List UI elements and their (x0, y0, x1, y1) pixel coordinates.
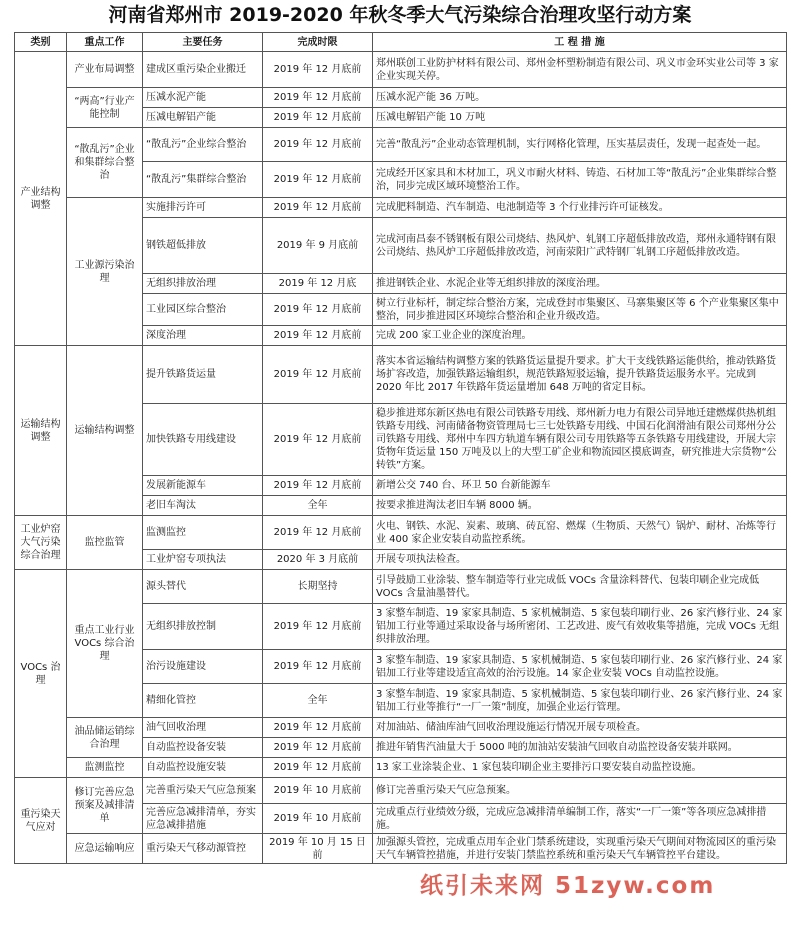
table-row (15, 718, 787, 738)
deadline-cell: 2019 年 12 月底前 (263, 198, 373, 218)
deadline-cell: 2019 年 12 月底前 (263, 404, 373, 476)
key-work-cell: 油品储运销综合治理 (67, 718, 143, 758)
table-row (15, 834, 787, 864)
table-row (15, 52, 787, 88)
table-row (15, 198, 787, 218)
measure-cell: 3 家整车制造、19 家家具制造、5 家机械制造、5 家包装印刷行业、26 家汽修行业、24 家铝加工行业等推行“一厂一策”制度，加强企业运行管理。 (373, 684, 787, 718)
header-row (15, 33, 787, 52)
measure-cell: 稳步推进郑东新区热电有限公司铁路专用线、郑州新力电力有限公司异地迁建燃煤供热机组铁路专用线、河南储备物资管理局七三七处铁路专用线、中国石化润滑油有限公司郑州分公司铁路专用线、郑州中车四方轨道车辆有限公司专用铁路等五条铁路专用线建设，开展大宗货物年货运量 150 万吨及以上的大型工矿企业和物流园区摸底调查，研究推进大宗货物“公转铁”方案。 (373, 404, 787, 476)
measure-cell: 新增公交 740 台、环卫 50 台新能源车 (373, 476, 787, 496)
measure-cell: 修订完善重污染天气应急预案。 (373, 778, 787, 804)
deadline-cell: 2019 年 9 月底前 (263, 218, 373, 274)
category-cell: 运输结构调整 (15, 346, 67, 516)
key-work-cell: 重点工业行业 VOCs 综合治理 (67, 570, 143, 718)
key-work-cell: 修订完善应急预案及减排清单 (67, 778, 143, 834)
measure-cell: 3 家整车制造、19 家家具制造、5 家机械制造、5 家包装印刷行业、26 家汽修行业、24 家铝加工行业等通过采取设备与场所密闭、工艺改进、废气有效收集等措施，完成 VOCs 无组织排放治理。 (373, 604, 787, 650)
table-row (15, 516, 787, 550)
measure-cell: 火电、钢铁、水泥、炭素、玻璃、砖瓦窑、燃煤（生物质、天然气）锅炉、耐材、冶炼等行业 400 家企业安装自动监控系统。 (373, 516, 787, 550)
measure-cell: 引导鼓励工业涂装、整车制造等行业完成低 VOCs 含量涂料替代、包装印刷企业完成低 VOCs 含量油墨替代。 (373, 570, 787, 604)
task-cell: 精细化管控 (143, 684, 263, 718)
category-cell: 重污染天气应对 (15, 778, 67, 864)
measure-cell: 对加油站、储油库油气回收治理设施运行情况开展专项检查。 (373, 718, 787, 738)
measure-cell: 加强源头管控，完成重点用车企业门禁系统建设，实现重污染天气期间对物流园区的重污染天气车辆管控措施，并进行安装门禁监控系统和重污染天气车辆管控平台建设。 (373, 834, 787, 864)
category-cell: VOCs 治理 (15, 570, 67, 778)
measure-cell: 郑州联创工业防护材料有限公司、郑州金杯塑粉制造有限公司、巩义市金环实业公司等 3 家企业实现关停。 (373, 52, 787, 88)
measure-cell: 树立行业标杆，制定综合整治方案，完成登封市集聚区、马寨集聚区等 6 个产业集聚区集中整治，同步推进园区环境综合整治和企业升级改造。 (373, 294, 787, 326)
measure-cell: 推进钢铁企业、水泥企业等无组织排放的深度治理。 (373, 274, 787, 294)
task-cell: 发展新能源车 (143, 476, 263, 496)
table-row (15, 778, 787, 804)
task-cell: 监测监控 (143, 516, 263, 550)
task-cell: 自动监控设备安装 (143, 738, 263, 758)
deadline-cell: 2019 年 12 月底前 (263, 52, 373, 88)
header-key-work: 重点工作 (67, 33, 143, 52)
deadline-cell: 2019 年 12 月底前 (263, 346, 373, 404)
measure-cell: 压减水泥产能 36 万吨。 (373, 88, 787, 108)
key-work-cell: 运输结构调整 (67, 346, 143, 516)
key-work-cell: “两高”行业产能控制 (67, 88, 143, 128)
task-cell: 无组织排放治理 (143, 274, 263, 294)
task-cell: 完善应急减排清单，夯实应急减排措施 (143, 804, 263, 834)
deadline-cell: 2019 年 12 月底前 (263, 516, 373, 550)
deadline-cell: 2019 年 12 月底前 (263, 128, 373, 162)
deadline-cell: 2019 年 10 月底前 (263, 778, 373, 804)
measure-cell: 压减电解铝产能 10 万吨 (373, 108, 787, 128)
measure-cell: 落实本省运输结构调整方案的铁路货运量提升要求。扩大干支线铁路运能供给，推动铁路货场扩容改造，加强铁路运输组织，规范铁路短驳运输，提升铁路货运服务水平。完成到 2020 年比 2017 年铁路年货运量增加 648 万吨的省定目标。 (373, 346, 787, 404)
measure-cell: 按要求推进淘汰老旧车辆 8000 辆。 (373, 496, 787, 516)
deadline-cell: 2019 年 12 月底前 (263, 162, 373, 198)
task-cell: “散乱污”企业综合整治 (143, 128, 263, 162)
task-cell: 工业炉窑专项执法 (143, 550, 263, 570)
key-work-cell: 监控监管 (67, 516, 143, 570)
key-work-cell: 应急运输响应 (67, 834, 143, 864)
deadline-cell: 2019 年 12 月底前 (263, 650, 373, 684)
deadline-cell: 长期坚持 (263, 570, 373, 604)
deadline-cell: 2019 年 12 月底前 (263, 604, 373, 650)
task-cell: 无组织排放控制 (143, 604, 263, 650)
task-cell: 钢铁超低排放 (143, 218, 263, 274)
table-row (15, 570, 787, 604)
deadline-cell: 2019 年 12 月底前 (263, 108, 373, 128)
task-cell: 加快铁路专用线建设 (143, 404, 263, 476)
task-cell: 工业园区综合整治 (143, 294, 263, 326)
deadline-cell: 2019 年 10 月底前 (263, 804, 373, 834)
deadline-cell: 2019 年 12 月底前 (263, 738, 373, 758)
deadline-cell: 2020 年 3 月底前 (263, 550, 373, 570)
action-plan-table (14, 32, 787, 864)
deadline-cell: 全年 (263, 684, 373, 718)
key-work-cell: 产业布局调整 (67, 52, 143, 88)
task-cell: 提升铁路货运量 (143, 346, 263, 404)
task-cell: 油气回收治理 (143, 718, 263, 738)
task-cell: 源头替代 (143, 570, 263, 604)
measure-cell: 完善“散乱污”企业动态管理机制，实行网格化管理，压实基层责任，发现一起查处一起。 (373, 128, 787, 162)
table-row (15, 128, 787, 162)
measure-cell: 3 家整车制造、19 家家具制造、5 家机械制造、5 家包装印刷行业、26 家汽修行业、24 家铝加工行业等建设适宜高效的治污设施。14 家企业安装 VOCs 自动监控设施。 (373, 650, 787, 684)
measure-cell: 完成肥料制造、汽车制造、电池制造等 3 个行业排污许可证核发。 (373, 198, 787, 218)
deadline-cell: 2019 年 12 月底前 (263, 758, 373, 778)
deadline-cell: 2019 年 10 月 15 日前 (263, 834, 373, 864)
category-cell: 工业炉窑大气污染综合治理 (15, 516, 67, 570)
task-cell: 治污设施建设 (143, 650, 263, 684)
header-measures: 工 程 措 施 (373, 33, 787, 52)
measure-cell: 开展专项执法检查。 (373, 550, 787, 570)
task-cell: “散乱污”集群综合整治 (143, 162, 263, 198)
deadline-cell: 全年 (263, 496, 373, 516)
deadline-cell: 2019 年 12 月底前 (263, 294, 373, 326)
task-cell: 老旧车淘汰 (143, 496, 263, 516)
measure-cell: 完成重点行业绩效分级，完成应急减排清单编制工作，落实“一厂一策”等各项应急减排措施。 (373, 804, 787, 834)
measure-cell: 完成经开区家具和木材加工，巩义市耐火材料、铸造、石材加工等“散乱污”企业集群综合整治，同步完成区域环境整治工作。 (373, 162, 787, 198)
deadline-cell: 2019 年 12 月底 (263, 274, 373, 294)
header-category: 类别 (15, 33, 67, 52)
measure-cell: 完成 200 家工业企业的深度治理。 (373, 326, 787, 346)
measure-cell: 13 家工业涂装企业、1 家包装印刷企业主要排污口要安装自动监控设施。 (373, 758, 787, 778)
measure-cell: 完成河南昌泰不锈钢板有限公司烧结、热风炉、轧钢工序超低排放改造，郑州永通特钢有限公司烧结、热风炉工序超低排放改造，河南荥阳广武特钢厂轧钢工序超低排放改造。 (373, 218, 787, 274)
deadline-cell: 2019 年 12 月底前 (263, 476, 373, 496)
category-cell: 产业结构调整 (15, 52, 67, 346)
task-cell: 自动监控设施安装 (143, 758, 263, 778)
task-cell: 完善重污染天气应急预案 (143, 778, 263, 804)
task-cell: 压减电解铝产能 (143, 108, 263, 128)
task-cell: 实施排污许可 (143, 198, 263, 218)
header-main-task: 主要任务 (143, 33, 263, 52)
task-cell: 压减水泥产能 (143, 88, 263, 108)
deadline-cell: 2019 年 12 月底前 (263, 88, 373, 108)
site-watermark: 纸引未来网 51zyw.com (420, 873, 716, 899)
header-deadline: 完成时限 (263, 33, 373, 52)
key-work-cell: 监测监控 (67, 758, 143, 778)
task-cell: 建成区重污染企业搬迁 (143, 52, 263, 88)
table-row (15, 346, 787, 404)
key-work-cell: “散乱污”企业和集群综合整治 (67, 128, 143, 198)
key-work-cell: 工业源污染治理 (67, 198, 143, 346)
table-row (15, 88, 787, 108)
task-cell: 重污染天气移动源管控 (143, 834, 263, 864)
task-cell: 深度治理 (143, 326, 263, 346)
deadline-cell: 2019 年 12 月底前 (263, 326, 373, 346)
measure-cell: 推进年销售汽油量大于 5000 吨的加油站安装油气回收自动监控设备安装并联网。 (373, 738, 787, 758)
table-row (15, 758, 787, 778)
page-title: 河南省郑州市 2019-2020 年秋冬季大气污染综合治理攻坚行动方案 (108, 4, 692, 26)
deadline-cell: 2019 年 12 月底前 (263, 718, 373, 738)
